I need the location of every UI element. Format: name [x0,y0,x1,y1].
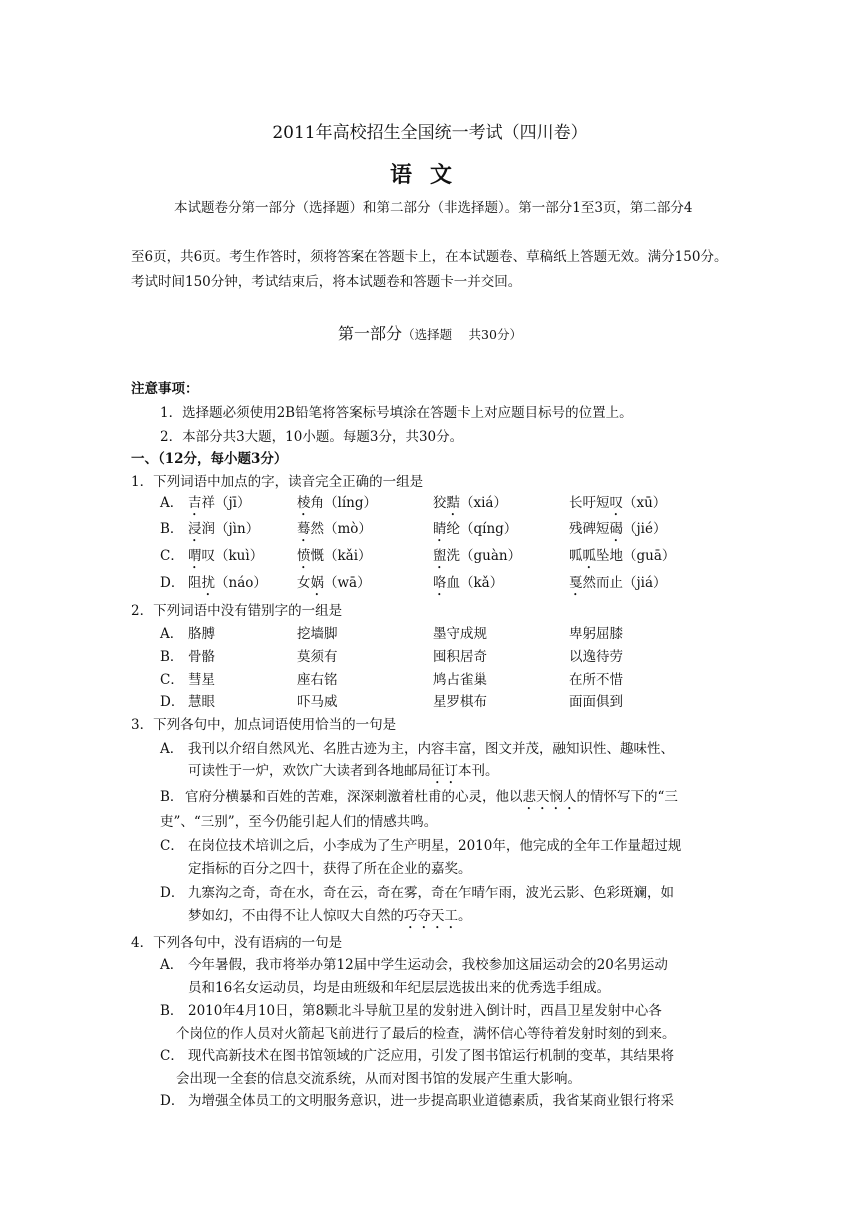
q3-stem: 3．下列各句中，加点词语使用恰当的一句是 [131,717,397,733]
q2-a-word-1: 胳膊 [188,626,215,642]
q2-c-word-2: 座右铭 [297,672,338,688]
q1-c-word-2: 愤慨（kǎi） [297,548,372,564]
q4-d-line-1: 为增强全体员工的文明服务意识，进一步提高职业道德素质，我省某商业银行将采 [188,1093,674,1109]
intro-line-2: 至6页，共6页。考生作答时，须将答案在答题卡上，在本试题卷、草稿纸上答题无效。满分150分。考试时间150分钟，考试结束后，将本试题卷和答题卡一并交回。 [131,249,728,290]
q4-c-line-2: 会出现一全套的信息交流系统，从而对图书馆的发展产生重大影响。 [176,1071,581,1087]
section-heading [0,321,860,344]
q2-c-label: C． [160,672,184,688]
q1-b-word-3: 睛纶（qíng） [433,521,518,537]
q1-a-word-3: 狡黠（xiá） [433,495,507,511]
q2-stem: 2．下列词语中没有错别字的一组是 [131,603,343,619]
exam-title: 2011年高校招生全国统一考试（四川卷） [272,123,588,143]
notice-heading: 注意事项： [131,381,199,397]
q4-stem: 4．下列各句中，没有语病的一句是 [131,935,343,951]
q2-b-label: B． [160,649,184,665]
q1-a-word-4: 长吁短叹（xū） [569,495,667,511]
q3-d-line-1: 九寨沟之奇，奇在水，奇在云，奇在雾，奇在乍晴乍雨，波光云影、色彩斑斓，如 [188,885,674,901]
part-heading: 一、（12分，每小题3分） [131,451,288,467]
q4-b-line-2: 个岗位的作人员对火箭起飞前进行了最后的检查，满怀信心等待着发射时刻的到来。 [176,1026,676,1042]
q4-a-line-1: 今年暑假，我市将举办第12届中学生运动会，我校参加这届运动会的20名男运动 [188,957,668,973]
q4-a-label: A． [160,957,184,973]
notice-item-2: 2．本部分共3大题，10小题。每题3分，共30分。 [160,429,464,445]
q2-d-label: D． [160,694,185,710]
q3-a-line-2: 可读性于一炉，欢饮广大读者到各地邮局征订本刊。 [188,763,499,779]
q3-b-label: B． [160,789,184,805]
q2-d-word-1: 慧眼 [188,694,215,710]
section-title: 第一部分 [338,324,403,343]
q2-a-word-4: 卑躬屈膝 [569,626,623,642]
q1-d-word-3: 咯血（kǎ） [433,575,504,591]
q2-a-word-3: 墨守成规 [433,626,487,642]
q4-a-line-2: 员和16名女运动员，均是由班级和年纪层层选拔出来的优秀选手组成。 [188,980,611,996]
q1-d-label: D． [160,575,185,591]
q1-b-word-1: 浸润（jìn） [188,521,260,537]
q2-b-word-2: 莫须有 [297,649,338,665]
q1-c-word-4: 呱呱坠地（guā） [569,548,676,564]
q3-d-label: D． [160,885,185,901]
q4-b-line-1: 2010年4月10日，第8颗北斗导航卫星的发射进入倒计时，西昌卫星发射中心各 [188,1003,662,1019]
q1-c-word-3: 盥洗（guàn） [433,548,522,564]
q3-b-line-2: 吏”、“三别”，至今仍能引起人们的情感共鸣。 [160,814,438,830]
section-note: （选择题 共30分） [402,327,522,342]
q2-b-word-3: 囤积居奇 [433,649,487,665]
q4-b-label: B． [160,1003,184,1019]
q3-c-line-1: 在岗位技术培训之后，小李成为了生产明星，2010年，他完成的全年工作量超过规 [188,838,682,854]
q1-b-word-4: 残碑短碣（jié） [569,521,667,537]
q1-c-word-1: 喟叹（kuì） [188,548,264,564]
q2-b-word-4: 以逸待劳 [569,649,623,665]
q3-b-line-1: 官府分横暴和百姓的苦难，深深刺激着杜甫的心灵，他以悲天悯人的情怀写下的“三 [185,789,678,805]
q1-d-word-4: 戛然而止（jiá） [569,575,667,591]
q3-a-label: A． [160,741,184,757]
q2-d-word-3: 星罗棋布 [433,694,487,710]
q4-c-label: C． [160,1048,184,1064]
q3-a-line-1: 我刊以介绍自然风光、名胜古迹为主，内容丰富，图文并茂，融知识性、趣味性、 [188,741,674,757]
q1-stem: 1．下列词语中加点的字，读音完全正确的一组是 [131,474,424,490]
intro-line-1: 本试题卷分第一部分（选择题）和第二部分（非选择题）。第一部分1至3页，第二部分4 [174,200,693,216]
q1-a-word-2: 棱角（líng） [297,495,377,511]
q1-a-label: A． [160,495,184,511]
q2-a-label: A． [160,626,184,642]
q2-b-word-1: 骨骼 [188,649,215,665]
q4-d-label: D． [160,1093,185,1109]
q4-c-line-1: 现代高新技术在图书馆领域的广泛应用，引发了图书馆运行机制的变革，其结果将 [188,1048,674,1064]
q2-d-word-4: 面面俱到 [569,694,623,710]
q3-c-label: C． [160,838,184,854]
q2-a-word-2: 挖墙脚 [297,626,338,642]
q1-b-label: B． [160,521,184,537]
q2-c-word-4: 在所不惜 [569,672,623,688]
subject-title: 语文 [389,162,470,188]
q1-c-label: C． [160,548,184,564]
notice-item-1: 1．选择题必须使用2B铅笔将答案标号填涂在答题卡上对应题目标号的位置上。 [160,405,633,421]
q1-d-word-1: 阻扰（náo） [188,575,267,591]
q1-b-word-2: 蓦然（mò） [297,521,372,537]
q2-c-word-1: 彗星 [188,672,215,688]
q3-d-line-2: 梦如幻，不由得不让人惊叹大自然的巧夺天工。 [188,908,472,924]
q2-d-word-2: 吓马威 [297,694,338,710]
q1-d-word-2: 女娲（wā） [297,575,371,591]
q1-a-word-1: 吉祥（jī） [188,495,251,511]
q3-c-line-2: 定指标的百分之四十，获得了所在企业的嘉奖。 [188,861,472,877]
q2-c-word-3: 鸠占雀巢 [433,672,487,688]
